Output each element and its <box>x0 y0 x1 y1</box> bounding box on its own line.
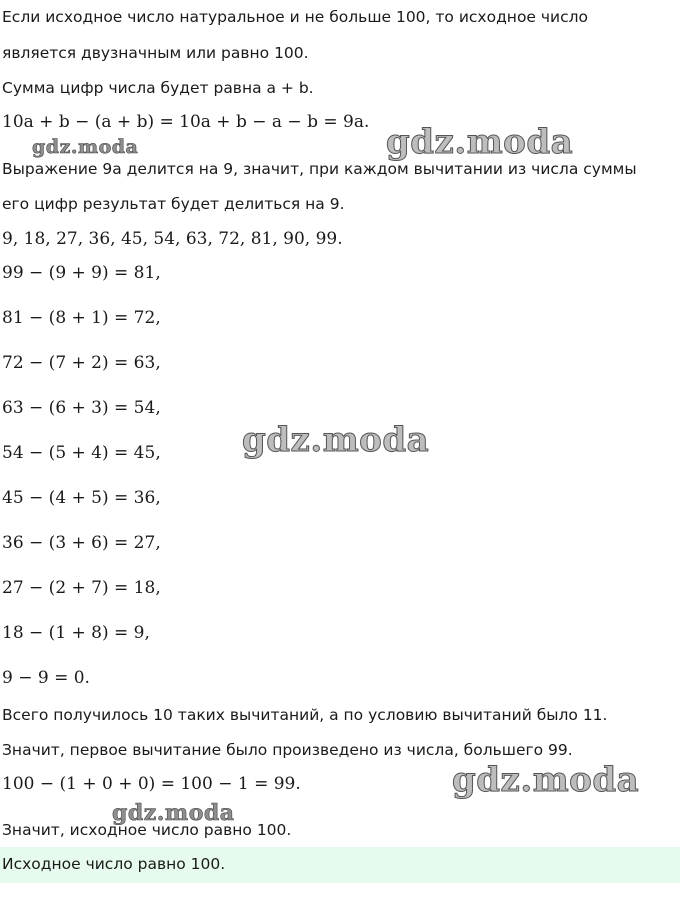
equation-step: 81 − (8 + 1) = 72, <box>2 308 161 328</box>
equation-step: 36 − (3 + 6) = 27, <box>2 533 161 553</box>
equation-step: 18 − (1 + 8) = 9, <box>2 623 150 643</box>
answer-box <box>0 847 680 883</box>
equation-hundred: 100 − (1 + 0 + 0) = 100 − 1 = 99. <box>2 774 301 794</box>
equation-step: 99 − (9 + 9) = 81, <box>2 263 161 283</box>
watermark-logo: gdz.moda <box>242 420 430 460</box>
multiples-of-nine: 9, 18, 27, 36, 45, 54, 63, 72, 81, 90, 99. <box>2 229 343 249</box>
equation-step: 54 − (5 + 4) = 45, <box>2 443 161 463</box>
answer-text: Исходное число равно 100. <box>2 855 226 873</box>
text-line-divisible: Выражение 9a делится на 9, значит, при каждом вычитании из числа суммы <box>2 160 637 178</box>
watermark-logo: gdz.moda <box>112 800 235 826</box>
equation-general: 10a + b − (a + b) = 10a + b − a − b = 9a. <box>2 112 370 132</box>
watermark-logo: gdz.moda <box>386 122 574 162</box>
text-line-intro: Если исходное число натуральное и не больше 100, то исходное число <box>2 8 589 26</box>
text-line-two-digit: является двузначным или равно 100. <box>2 44 309 62</box>
watermark-logo: gdz.moda <box>32 136 139 158</box>
equation-step: 63 − (6 + 3) = 54, <box>2 398 161 418</box>
text-line-count: Всего получилось 10 таких вычитаний, а по условию вычитаний было 11. <box>2 706 608 724</box>
equation-step: 72 − (7 + 2) = 63, <box>2 353 161 373</box>
equation-step: 9 − 9 = 0. <box>2 668 90 688</box>
watermark-logo: gdz.moda <box>452 760 640 800</box>
equation-step: 27 − (2 + 7) = 18, <box>2 578 161 598</box>
text-line-result: его цифр результат будет делиться на 9. <box>2 195 345 213</box>
text-line-conclusion: Значит, исходное число равно 100. <box>2 821 292 839</box>
text-line-first-step: Значит, первое вычитание было произведено из числа, большего 99. <box>2 741 573 759</box>
equation-step: 45 − (4 + 5) = 36, <box>2 488 161 508</box>
text-line-digit-sum: Сумма цифр числа будет равна a + b. <box>2 79 314 97</box>
